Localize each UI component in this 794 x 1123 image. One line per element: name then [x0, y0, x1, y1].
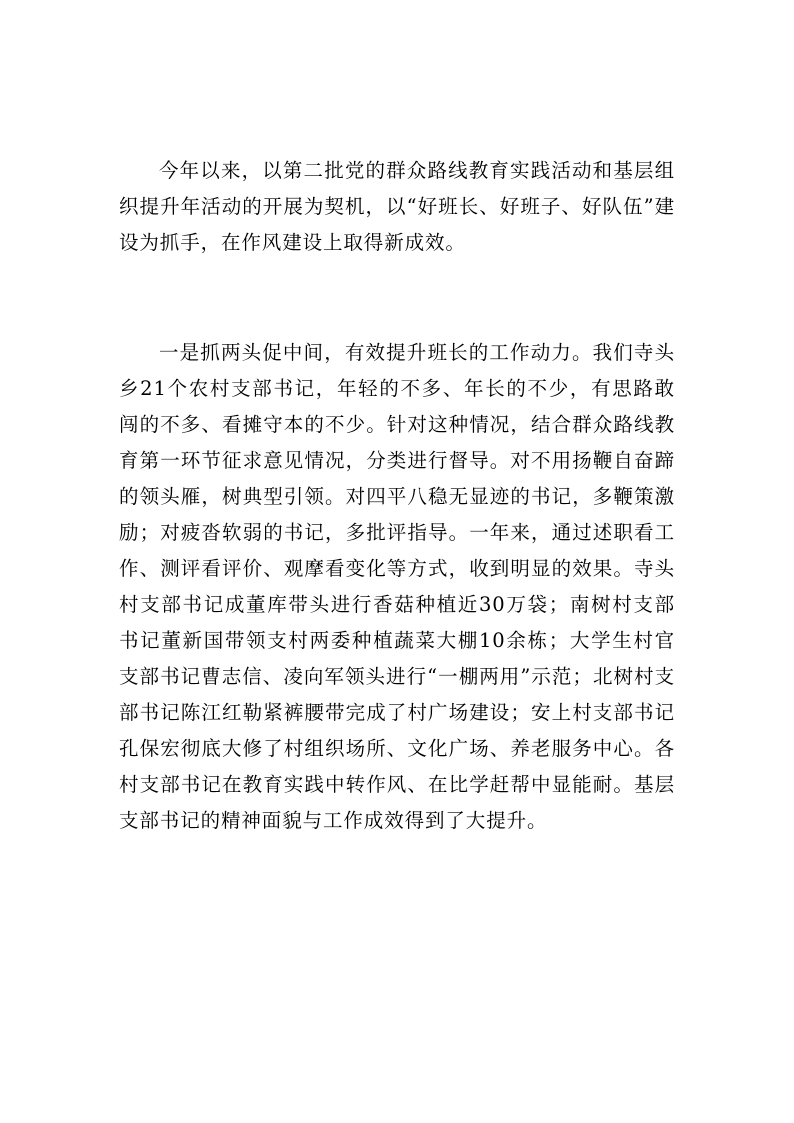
intro-paragraph: 今年以来，以第二批党的群众路线教育实践活动和基层组织提升年活动的开展为契机，以“好班长、好班子、好队伍”建设为抓手，在作风建设上取得新成效。 [119, 159, 675, 254]
body-paragraph: 一是抓两头促中间，有效提升班长的工作动力。我们寺头乡21个农村支部书记，年轻的不多、年长的不少，有思路敢闯的不多、看摊守本的不少。针对这种情况，结合群众路线教育第一环节征求意见情况，分类进行督导。对不用扬鞭自奋蹄的领头雁，树典型引领。对四平八稳无显迹的书记，多鞭策激励；对疲沓软弱的书记，多批评指导。一年来，通过述职看工作、测评看评价、观摩看变化等方式，收到明显的效果。寺头村支部书记成董库带头进行香菇种植近30万袋；南树村支部书记董新国带领支村两委种植蔬菜大棚10余栋；大学生村官支部书记曹志信、凌向军领头进行“一棚两用”示范；北树村支部书记陈江红勒紧裤腰带完成了村广场建设；安上村支部书记孔保宏彻底大修了村组织场所、文化广场、养老服务中心。各村支部书记在教育实践中转作风、在比学赶帮中显能耐。基层支部书记的精神面貌与工作成效得到了大提升。 [119, 341, 675, 832]
